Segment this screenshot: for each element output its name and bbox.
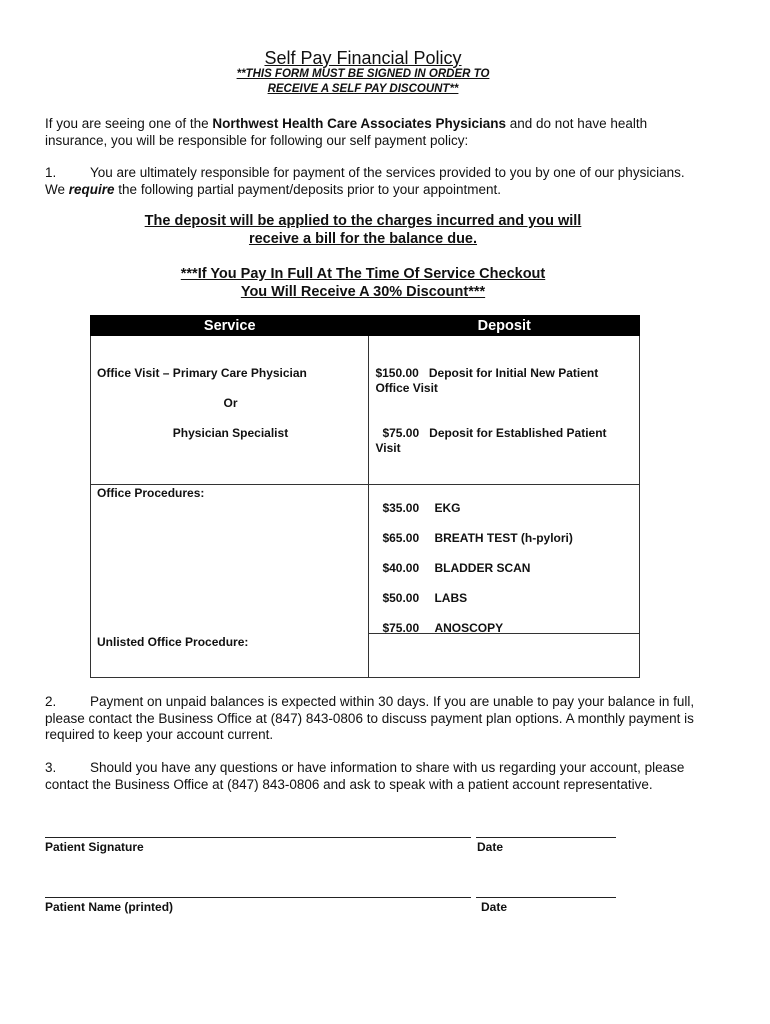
procedure-amount: $65.00 [382, 531, 420, 545]
discount-note-line-2: You Will Receive A 30% Discount*** [240, 284, 486, 300]
table-row [91, 485, 640, 634]
procedure-amount: $75.00 [382, 621, 420, 635]
procedure-amount: $50.00 [382, 591, 420, 605]
item-3-text: Should you have any questions or have information to share with us regarding your account, please contact the Business Office at (847) 843-0806 and ask to speak with a patient account representative. [45, 760, 685, 792]
procedure-item [382, 621, 503, 635]
procedure-name: BLADDER SCAN [434, 561, 531, 575]
deposit-established [382, 426, 606, 440]
patient-signature-label: Patient Signature [45, 840, 144, 854]
deposit-note-line-1: The deposit will be applied to the charges incurred and you will [144, 213, 582, 229]
procedures-deposit-cell [369, 485, 640, 634]
service-or: Or [223, 396, 238, 410]
item-1-before: You are ultimately responsible for payment of the services provided to you by one of our physicians. We [45, 165, 685, 197]
procedure-item [382, 561, 530, 575]
deposit-established-text: Deposit for Established Patient [429, 426, 607, 440]
service-deposit-table [90, 315, 640, 678]
table-row [91, 336, 640, 485]
date-label-1: Date [477, 840, 504, 854]
visit-service-cell [91, 336, 369, 485]
procedure-name: ANOSCOPY [434, 621, 504, 635]
deposit-established-amount: $75.00 [382, 426, 420, 440]
service-header: Service [91, 316, 369, 336]
procedure-item [382, 591, 467, 605]
unlisted-service-cell [91, 633, 369, 678]
service-office-visit: Office Visit – Primary Care Physician [97, 366, 307, 380]
item-2-text: Payment on unpaid balances is expected within 30 days. If you are unable to pay your balance in full, please contact the Business Office at (847) 843-0806 to discuss payment plan options. A monthly payment is required to keep your account current. [45, 694, 695, 742]
item-1-paragraph [45, 165, 695, 198]
deposit-header: Deposit [369, 316, 640, 336]
procedure-item [382, 501, 460, 515]
procedure-amount: $35.00 [382, 501, 420, 515]
item-1-after: the following partial payment/deposits prior to your appointment. [114, 181, 502, 197]
date-line-1[interactable] [476, 837, 616, 838]
visit-deposit-cell [369, 336, 640, 485]
table-row [91, 633, 640, 678]
office-procedures-label: Office Procedures: [97, 486, 205, 500]
item-3-number: 3. [45, 760, 57, 775]
item-2-number: 2. [45, 694, 57, 709]
intro-paragraph [45, 116, 695, 149]
deposit-initial-text: Deposit for Initial New Patient [428, 366, 599, 380]
procedure-amount: $40.00 [382, 561, 420, 575]
unlisted-deposit-cell [369, 633, 640, 678]
signature-line[interactable] [45, 837, 471, 838]
intro-after: and do not have health insurance, you will be responsible for following our self payment policy: [45, 116, 648, 148]
notice-line-2: RECEIVE A SELF PAY DISCOUNT** [267, 83, 459, 95]
deposit-initial-cont: Office Visit [375, 381, 438, 395]
item-2-paragraph [45, 694, 695, 744]
procedure-name: BREATH TEST (h-pylori) [434, 531, 573, 545]
deposit-initial-amount: $150.00 [375, 366, 419, 380]
patient-name-label: Patient Name (printed) [45, 900, 174, 914]
date-line-2[interactable] [476, 897, 616, 898]
deposit-initial [375, 366, 598, 380]
item-1-emph: require [68, 181, 115, 197]
intro-before: If you are seeing one of the [45, 116, 213, 131]
notice-line-1: **THIS FORM MUST BE SIGNED IN ORDER TO [236, 68, 490, 80]
date-label-2: Date [481, 900, 508, 914]
procedures-service-cell [91, 485, 369, 634]
service-specialist: Physician Specialist [172, 426, 289, 440]
item-3-paragraph [45, 760, 695, 793]
procedure-name: EKG [434, 501, 461, 515]
discount-note-line-1: ***If You Pay In Full At The Time Of Service Checkout [180, 266, 546, 282]
intro-org: Northwest Health Care Associates Physicians [212, 116, 506, 131]
table-header-row [91, 316, 640, 336]
page-title: Self Pay Financial Policy [264, 48, 462, 68]
unlisted-procedure-label: Unlisted Office Procedure: [97, 635, 249, 649]
deposit-note-line-2: receive a bill for the balance due. [248, 231, 478, 247]
item-1-number: 1. [45, 165, 57, 180]
printed-name-line[interactable] [45, 897, 471, 898]
deposit-established-cont: Visit [375, 441, 401, 455]
procedure-item [382, 531, 572, 545]
procedure-name: LABS [434, 591, 468, 605]
